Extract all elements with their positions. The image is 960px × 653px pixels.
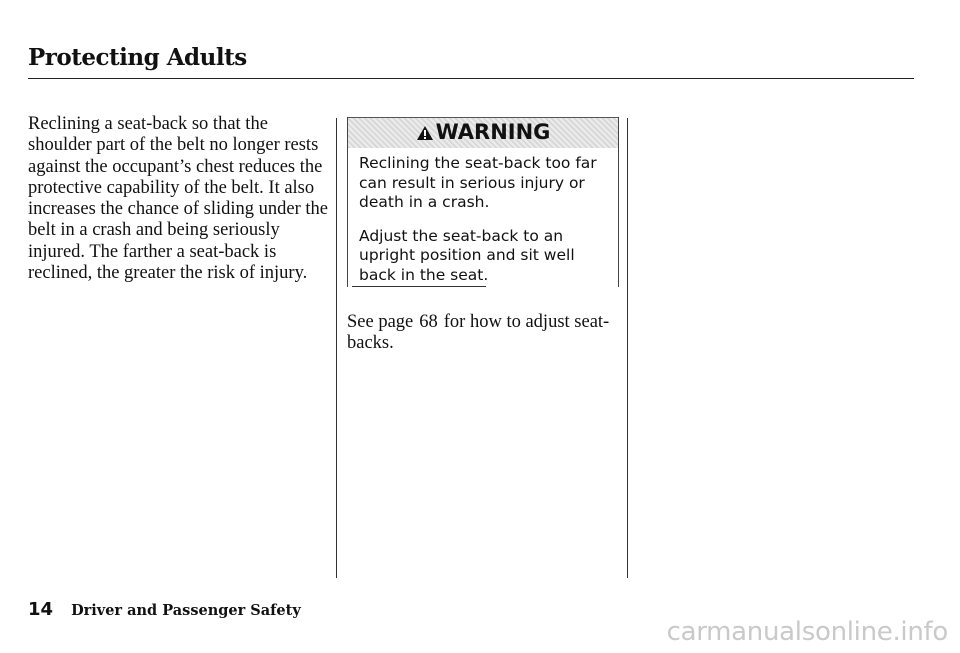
page-number: 14	[28, 599, 54, 620]
warning-header	[348, 117, 618, 148]
warning-bottom-rule	[352, 286, 486, 287]
column-divider-left	[336, 118, 337, 578]
cross-reference-prefix: See page	[347, 312, 414, 332]
cross-reference-page-link[interactable]: 68	[419, 312, 438, 332]
warning-paragraph-2: Adjust the seat-back to an upright position and sit well back in the seat.	[359, 226, 575, 284]
warning-label-wrapper	[410, 120, 557, 144]
watermark-text: carmanualsonline.info	[666, 617, 948, 647]
warning-label: WARNING	[435, 120, 551, 144]
warning-body	[359, 154, 609, 299]
warning-paragraph-1: Reclining the seat-back too far can result in serious injury or death in a crash.	[359, 154, 597, 211]
column-divider-right	[627, 118, 628, 578]
section-name: Driver and Passenger Safety	[71, 602, 301, 619]
page-footer	[28, 599, 301, 620]
left-column-paragraph: Reclining a seat-back so that the shoulder part of the belt no longer rests against the occupant’s chest reduces the protective capability of the belt. It also increases the chance of sliding under the belt in a crash and being seriously injured. The farther a seat-back is reclined, the greater the risk of injury.	[28, 114, 328, 284]
warning-triangle-icon	[416, 125, 434, 141]
title-divider	[28, 78, 914, 79]
warning-box	[347, 117, 619, 287]
cross-reference-suffix: for how to adjust seat-backs.	[347, 312, 610, 354]
page-title: Protecting Adults	[28, 44, 247, 71]
cross-reference	[347, 312, 617, 355]
